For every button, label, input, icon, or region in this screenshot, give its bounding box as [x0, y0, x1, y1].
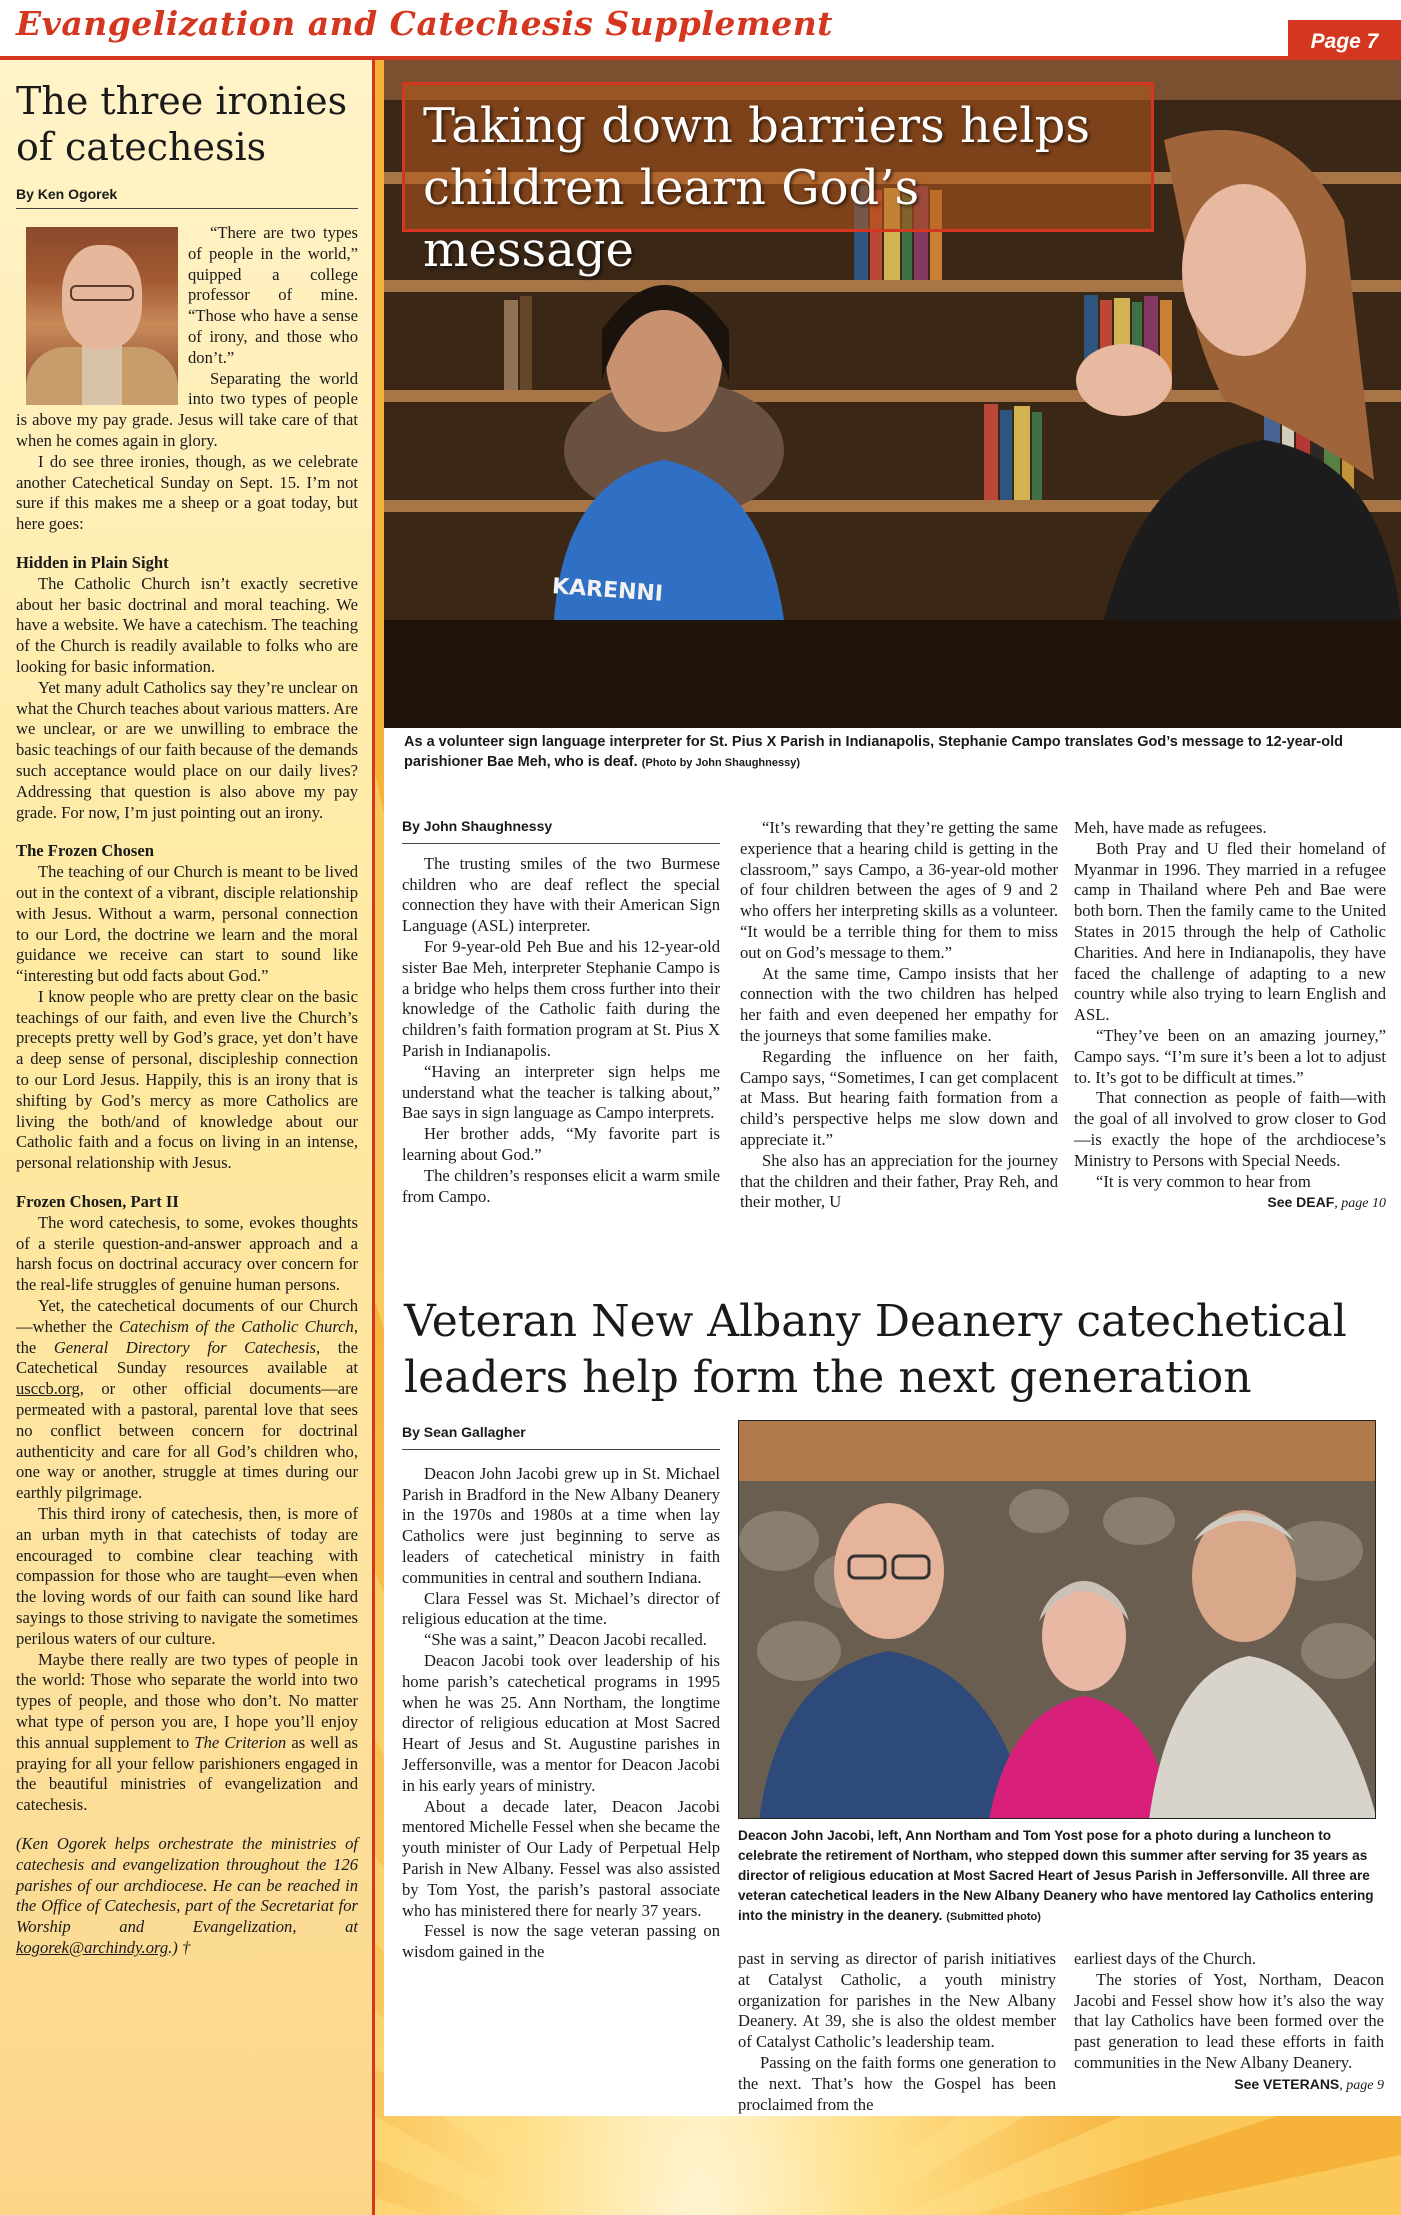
- article-column: [1074, 818, 1386, 1215]
- column-subhead: Frozen Chosen, Part II: [16, 1192, 179, 1212]
- author-photo: [26, 227, 178, 405]
- article-deaf: [384, 784, 1401, 1294]
- group-photo: [738, 1420, 1376, 1819]
- article-paragraph: The children’s responses elicit a warm smile from Campo.: [402, 1165, 720, 1206]
- column-title: The three ironies of catechesis: [16, 79, 348, 169]
- article-column: [740, 818, 1058, 1213]
- photo-credit: (Photo by John Shaughnessy): [641, 757, 800, 769]
- author-note: (Ken Ogorek helps orchestrate the ministries of catechesis and evangelization throughout the 126 parishes of our archdiocese. He can be reached in the Office of Catechesis, part of the Secretariat for Worship and Evangelization, at kogorek@archindy.org.) †: [16, 1833, 358, 1957]
- article-column: [402, 1422, 720, 1963]
- column-paragraph: I do see three ironies, though, as we celebrate another Catechetical Sunday on Sept. 15. I’m not sure if this makes me a sheep or a goat today, but here goes:: [16, 451, 358, 534]
- lead-caption: As a volunteer sign language interpreter for St. Pius X Parish in Indianapolis, Stephanie Campo translates God’s message to 12-year-old parishioner Bae Meh, who is deaf. (Photo by John Shaughnessy): [404, 734, 1343, 770]
- article-paragraph: Fessel is now the sage veteran passing on wisdom gained in the: [402, 1921, 720, 1962]
- page-number-tab: Page 7: [1288, 20, 1401, 64]
- article-paragraph: For 9-year-old Peh Bue and his 12-year-old sister Bae Meh, interpreter Stephanie Campo is a bridge who helps them cross further into their knowledge of the Catholic faith during the children’s faith formation program at St. Pius X Parish in Indianapolis.: [402, 936, 720, 1060]
- article-paragraph: earliest days of the Church.: [1074, 1949, 1257, 1968]
- shirt-text: KARENNI: [551, 574, 664, 607]
- article-byline: By Sean Gallagher: [402, 1422, 720, 1450]
- jump-line-veterans[interactable]: See VETERANS, page 9: [1234, 2075, 1384, 2093]
- article-paragraph: The trusting smiles of the two Burmese children who are deaf reflect the special connection they have with their American Sign Language (ASL) interpreter.: [402, 853, 720, 936]
- column-subhead: The Frozen Chosen: [16, 841, 154, 861]
- article-paragraph: “They’ve been on an amazing journey,” Campo says. “I’m sure it’s been a lot to adjust to. It’s got to be difficult at times.”: [1074, 1025, 1386, 1087]
- article-paragraph: About a decade later, Deacon Jacobi mentored Michelle Fessel when she became the youth minister of Our Lady of Perpetual Help Parish in New Albany. Fessel was also assisted by Tom Yost, the parish’s pastoral associate who has ministered there for nearly 37 years.: [402, 1796, 720, 1920]
- lead-caption-box: [384, 728, 1401, 784]
- article-column: [402, 816, 720, 1207]
- column-paragraph: Maybe there really are two types of people in the world: Those who separate the world into two types of people, and those who don’t. No matter what type of person you are, I hope you’ll enjoy this annual supplement to The Criterion as well as praying for all your fellow parishioners engaged in the beautiful ministries of evangelization and catechesis.: [16, 1649, 358, 1815]
- column-paragraph: Yet, the catechetical documents of our Church—whether the Catechism of the Catholic Church, the General Directory for Catechesis, the Catechetical Sunday resources available at usccb.org, or other official documents—are permeated with a pastoral, parental love that sees no conflict between concern for doctrinal authenticity and care for all God’s children who, one way or another, struggle at times during our earthly pilgrimage.: [16, 1296, 358, 1503]
- lead-headline-box: [402, 82, 1154, 278]
- column-body: [16, 223, 358, 1959]
- article-paragraph: “Having an interpreter sign helps me understand what the teacher is talking about,” Bae says in sign language as Campo interprets.: [402, 1061, 720, 1123]
- jump-line-deaf[interactable]: See DEAF, page 10: [1267, 1194, 1386, 1212]
- article-paragraph: Meh, have made as refugees.: [1074, 818, 1267, 837]
- article-column: [1074, 1949, 1384, 2097]
- article-paragraph: “It is very common to hear from: [1096, 1171, 1311, 1191]
- column-paragraph: Separating the world into two types of people is above my pay grade. Jesus will take care of that when he comes again in glory.: [16, 368, 358, 450]
- article-paragraph: Both Pray and U fled their homeland of Myanmar in 1996. They married in a refugee camp in Thailand where Peh and Bae were both born. Then the family came to the United States in 2015 through the help of Catholic Charities. And here in Indianapolis, they have faced the challenge of adapting to a new country while also trying to learn English and ASL.: [1074, 838, 1386, 1025]
- veterans-headline: Veteran New Albany Deanery catechetical leaders help form the next generation: [404, 1296, 1347, 1403]
- column-paragraph: “There are two types of people in the world,” quipped a college professor of mine. “Those who have a sense of irony, and those who don’t.”: [188, 223, 358, 367]
- article-paragraph: Passing on the faith forms one generation to the next. That’s how the Gospel has been proclaimed from the: [738, 2052, 1056, 2114]
- article-paragraph: She also has an appreciation for the journey that the children and their father, Pray Reh, and their mother, U: [740, 1150, 1058, 1212]
- article-paragraph: “It’s rewarding that they’re getting the same experience that a hearing child is getting in the classroom,” says Campo, a 36-year-old mother of four children between the ages of 9 and 2 who offers her interpreting skills as a volunteer. “It would be a terrible thing for them to miss out on God’s message to them.”: [740, 818, 1058, 962]
- column-byline: By Ken Ogorek: [16, 186, 358, 209]
- usccb-link[interactable]: usccb.org: [16, 1379, 80, 1399]
- group-caption: Deacon John Jacobi, left, Ann Northam and Tom Yost pose for a photo during a luncheon to celebrate the retirement of Northam, who stepped down this summer after serving for 35 years as director of religious education at Most Sacred Heart of Jesus Parish in Jeffersonville. All three are veteran catechetical leaders in the New Albany Deanery who have mentored lay Catholics entering into the ministry in the deanery. (Submitted photo): [738, 1828, 1374, 1923]
- article-column: [738, 1949, 1056, 2115]
- article-paragraph: Deacon John Jacobi grew up in St. Michael Parish in Bradford in the New Albany Deanery in the 1970s and 1980s at a time when lay Catholics were just beginning to serve as leaders of catechetical ministry in faith communities in central and southern Indiana.: [402, 1463, 720, 1587]
- column-subhead: Hidden in Plain Sight: [16, 552, 169, 572]
- article-paragraph: past in serving as director of parish initiatives at Catalyst Catholic, a youth ministry organization for parishes in the New Albany Deanery. At 39, she is also the oldest member of Catalyst Catholic’s leadership team.: [738, 1949, 1056, 2052]
- article-paragraph: Regarding the influence on her faith, Campo says, “Sometimes, I can get complacent at Mass. But hearing faith formation from a child’s perspective helps me slow down and appreciate it.”: [740, 1046, 1058, 1149]
- column-paragraph: I know people who are pretty clear on the basic teachings of our faith, and even live the Church’s precepts pretty well by God’s grace, yet don’t have a deep sense of personal, discipleship connection to our Lord Jesus. Happily, this is an irony that is shifting by God’s mercy as more Catholics are living the both/and of knowledge about our Catholic faith and a focus on living in an intense, personal relationship with Jesus.: [16, 986, 358, 1173]
- supplement-title: Evangelization and Catechesis Supplement: [16, 4, 833, 43]
- column-sidebar: [0, 60, 375, 2215]
- article-paragraph: Deacon Jacobi took over leadership of his home parish’s catechetical programs in 1995 when he was 25. Ann Northam, the longtime director of religious education at Most Sacred Heart of Jesus and St. Augustine parishes in Jeffersonville, was a mentor for Deacon Jacobi in his early years of ministry.: [402, 1650, 720, 1795]
- lead-headline: Taking down barriers helps children learn God’s message: [423, 98, 1090, 278]
- column-paragraph: This third irony of catechesis, then, is more of an urban myth in that catechists of today are encouraged to combine clear teaching with compassion for those who are taught—even when the loving words of our faith can sound like hard sayings to those striving to navigate the sometimes perilous waters of our culture.: [16, 1504, 358, 1648]
- article-paragraph: The stories of Yost, Northam, Deacon Jacobi and Fessel show how it’s also the way that lay Catholics have been formed over the past generation to lead these efforts in faith communities in the New Albany Deanery.: [1074, 1969, 1384, 2072]
- email-link[interactable]: kogorek@archindy.org: [16, 1937, 169, 1957]
- group-photo-scene: [739, 1421, 1376, 1819]
- article-paragraph: Clara Fessel was St. Michael’s director of religious education at the time.: [402, 1588, 720, 1629]
- column-paragraph: Yet many adult Catholics say they’re unclear on what the Church teaches about various matters. Are we unclear, or are we unwilling to embrace the basic teachings of our faith because of the demands such acceptance would place on our daily lives? Addressing that question is also above my pay grade. For now, I’m just pointing out an irony.: [16, 677, 358, 822]
- page-header: [0, 0, 1401, 56]
- article-paragraph: At the same time, Campo insists that her connection with the two children has helped her faith and even deepened her empathy for the journeys that some families make.: [740, 963, 1058, 1045]
- article-byline: By John Shaughnessy: [402, 816, 720, 844]
- photo-credit: (Submitted photo): [946, 1911, 1041, 1923]
- column-paragraph: The teaching of our Church is meant to be lived out in the context of a vibrant, disciple relationship with Jesus. Without a warm, personal connection to our Lord, the doctrine we learn and the moral guidance we receive can start to sound like “interesting but odd facts about God.”: [16, 862, 358, 986]
- article-paragraph: “She was a saint,” Deacon Jacobi recalled.: [424, 1630, 707, 1650]
- column-paragraph: The Catholic Church isn’t exactly secretive about her basic doctrinal and moral teaching. We have a website. We have a catechism. The teaching of the Church is readily available to folks who are looking for basic information.: [16, 573, 358, 676]
- article-paragraph: That connection as people of faith—with the goal of all involved to grow closer to God—is exactly the hope of the archdiocese’s Ministry to Persons with Special Needs.: [1074, 1088, 1386, 1170]
- column-paragraph: The word catechesis, to some, evokes thoughts of a sterile question-and-answer approach and a harsh focus on doctrinal accuracy over concern for the real-life struggles of genuine human persons.: [16, 1212, 358, 1295]
- article-paragraph: Her brother adds, “My favorite part is learning about God.”: [402, 1124, 720, 1164]
